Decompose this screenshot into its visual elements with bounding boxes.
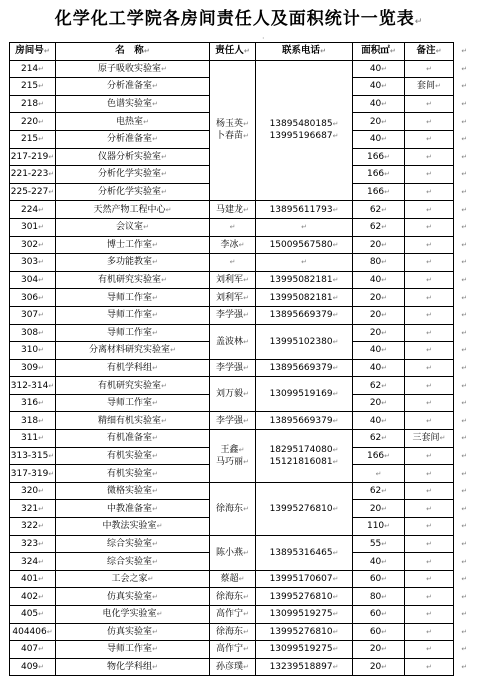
note-cell: 套间↵	[405, 78, 454, 96]
table-row	[10, 623, 475, 641]
area-cell: 62↵	[353, 377, 405, 395]
phone-cell: 13895669379↵	[256, 306, 353, 324]
table-row	[10, 430, 475, 448]
room-name-cell: 精细有机实验室↵	[56, 412, 210, 430]
responsible-person-cell: 蔡超↵	[210, 570, 256, 588]
note-cell: ↵	[405, 658, 454, 676]
phone-cell: 13895611793↵	[256, 201, 353, 219]
table-row	[10, 606, 475, 624]
room-number-cell: 323↵	[10, 535, 56, 553]
row-end-mark: ↵	[454, 641, 475, 659]
room-name-cell: 有机学科组↵	[56, 359, 210, 377]
room-number-cell: 402↵	[10, 588, 56, 606]
header-phone: 联系电话↵	[256, 43, 353, 61]
area-cell: 20↵	[353, 236, 405, 254]
room-name-cell: 综合实验室↵	[56, 553, 210, 571]
room-number-cell: 318↵	[10, 412, 56, 430]
row-end-mark: ↵	[454, 535, 475, 553]
table-row	[10, 289, 475, 307]
room-number-cell: 308↵	[10, 324, 56, 342]
phone-cell: 13099519275↵	[256, 606, 353, 624]
note-cell: ↵	[405, 306, 454, 324]
note-cell: ↵	[405, 394, 454, 412]
responsible-person-cell: 李学强↵	[210, 306, 256, 324]
room-number-cell: 217-219↵	[10, 148, 56, 166]
table-row	[10, 535, 475, 553]
area-cell: 40↵	[353, 271, 405, 289]
room-name-cell: 导师工作室↵	[56, 394, 210, 412]
area-cell: 40↵	[353, 78, 405, 96]
responsible-person-cell: 李学强↵	[210, 412, 256, 430]
room-number-cell: 215↵	[10, 130, 56, 148]
row-end-mark: ↵	[454, 482, 475, 500]
room-name-cell: 分析准备室↵	[56, 78, 210, 96]
room-name-cell: 仿真实验室↵	[56, 588, 210, 606]
row-end-mark: ↵	[454, 394, 475, 412]
room-name-cell: 博士工作室↵	[56, 236, 210, 254]
row-end-mark: ↵	[454, 78, 475, 96]
row-end-mark: ↵	[454, 570, 475, 588]
table-row	[10, 201, 475, 219]
area-cell: 166↵	[353, 148, 405, 166]
room-name-cell: 综合实验室↵	[56, 535, 210, 553]
room-name-cell: 有机实验室↵	[56, 465, 210, 483]
table-row	[10, 271, 475, 289]
row-end-mark: ↵	[454, 289, 475, 307]
room-number-cell: 303↵	[10, 254, 56, 272]
table-row	[10, 658, 475, 676]
room-name-cell: 仪器分析实验室↵	[56, 148, 210, 166]
room-number-cell: 306↵	[10, 289, 56, 307]
room-number-cell: 401↵	[10, 570, 56, 588]
row-end-mark: ↵	[454, 324, 475, 342]
row-end-mark: ↵	[454, 447, 475, 465]
room-name-cell: 分析准备室↵	[56, 130, 210, 148]
row-end-mark: ↵	[454, 183, 475, 201]
note-cell: ↵	[405, 218, 454, 236]
note-cell: ↵	[405, 271, 454, 289]
row-end-mark: ↵	[454, 236, 475, 254]
area-cell: 62↵	[353, 218, 405, 236]
room-number-cell: 214↵	[10, 60, 56, 78]
room-number-cell: 320↵	[10, 482, 56, 500]
room-number-cell: 221-223↵	[10, 166, 56, 184]
phone-cell: 13995276810↵	[256, 482, 353, 535]
room-table	[9, 42, 475, 676]
area-cell: 40↵	[353, 342, 405, 360]
row-end-mark: ↵	[454, 518, 475, 536]
room-name-cell: 电化学实验室↵	[56, 606, 210, 624]
note-cell: ↵	[405, 289, 454, 307]
area-cell: 40↵	[353, 60, 405, 78]
table-row	[10, 588, 475, 606]
room-name-cell: 导师工作室↵	[56, 641, 210, 659]
row-end-mark: ↵	[454, 130, 475, 148]
responsible-person-cell: 杨玉英↵ 卜春苗↵	[210, 60, 256, 201]
area-cell: 40↵	[353, 359, 405, 377]
row-end-mark: ↵	[454, 412, 475, 430]
phone-cell: ↵	[256, 218, 353, 236]
phone-cell: 13995082181↵	[256, 289, 353, 307]
row-end-mark: ↵	[454, 218, 475, 236]
room-number-cell: 225-227↵	[10, 183, 56, 201]
note-cell: ↵	[405, 588, 454, 606]
room-name-cell: 导师工作室↵	[56, 289, 210, 307]
note-cell: ↵	[405, 623, 454, 641]
table-row	[10, 60, 475, 78]
responsible-person-cell: 孙彦璞↵	[210, 658, 256, 676]
responsible-person-cell: 高作宁↵	[210, 606, 256, 624]
note-cell: ↵	[405, 60, 454, 78]
responsible-person-cell: 盖波林↵	[210, 324, 256, 359]
table-header-row	[10, 43, 475, 61]
area-cell: 110↵	[353, 518, 405, 536]
area-cell: 166↵	[353, 183, 405, 201]
area-cell: ↵	[353, 465, 405, 483]
page-title: 化学化工学院各房间责任人及面积统计一览表↵	[54, 9, 424, 29]
table-row	[10, 482, 475, 500]
row-end-mark: ↵	[454, 500, 475, 518]
row-end-mark: ↵	[454, 342, 475, 360]
responsible-person-cell: 李冰↵	[210, 236, 256, 254]
area-cell: 80↵	[353, 588, 405, 606]
room-name-cell: 仿真实验室↵	[56, 623, 210, 641]
table-row	[10, 359, 475, 377]
table-row	[10, 641, 475, 659]
phone-cell: 13895480185↵ 13995196687↵	[256, 60, 353, 201]
note-cell: ↵	[405, 130, 454, 148]
area-cell: 20↵	[353, 500, 405, 518]
note-cell: 三套间↵	[405, 430, 454, 448]
room-number-cell: 404406↵	[10, 623, 56, 641]
room-number-cell: 218↵	[10, 95, 56, 113]
row-end-mark: ↵	[454, 113, 475, 131]
row-end-mark: ↵	[454, 623, 475, 641]
room-name-cell: 多功能教室↵	[56, 254, 210, 272]
area-cell: 62↵	[353, 482, 405, 500]
responsible-person-cell: 刘利军↵	[210, 289, 256, 307]
note-cell: ↵	[405, 166, 454, 184]
area-cell: 40↵	[353, 130, 405, 148]
table-row	[10, 218, 475, 236]
table-row	[10, 254, 475, 272]
room-name-cell: 分离材料研究实验室↵	[56, 342, 210, 360]
table-row	[10, 306, 475, 324]
note-cell: ↵	[405, 500, 454, 518]
phone-cell: 13995102380↵	[256, 324, 353, 359]
area-cell: 40↵	[353, 412, 405, 430]
room-name-cell: 工会之家↵	[56, 570, 210, 588]
area-cell: 20↵	[353, 324, 405, 342]
row-end-mark: ↵	[454, 95, 475, 113]
room-name-cell: 天然产物工程中心↵	[56, 201, 210, 219]
row-end-mark: ↵	[454, 359, 475, 377]
room-number-cell: 307↵	[10, 306, 56, 324]
phone-cell: 13995276810↵	[256, 588, 353, 606]
table-row	[10, 570, 475, 588]
area-cell: 62↵	[353, 201, 405, 219]
phone-cell: ↵	[256, 254, 353, 272]
note-cell: ↵	[405, 447, 454, 465]
area-cell: 20↵	[353, 394, 405, 412]
room-number-cell: 215↵	[10, 78, 56, 96]
room-number-cell: 407↵	[10, 641, 56, 659]
room-number-cell: 405↵	[10, 606, 56, 624]
room-number-cell: 224↵	[10, 201, 56, 219]
note-cell: ↵	[405, 201, 454, 219]
phone-cell: 13995276810↵	[256, 623, 353, 641]
responsible-person-cell: 徐海东↵	[210, 623, 256, 641]
room-number-cell: 309↵	[10, 359, 56, 377]
responsible-person-cell: 李学强↵	[210, 359, 256, 377]
table-row	[10, 377, 475, 395]
room-name-cell: 分析化学实验室↵	[56, 166, 210, 184]
room-number-cell: 220↵	[10, 113, 56, 131]
room-name-cell: 原子吸收实验室↵	[56, 60, 210, 78]
room-name-cell: 物化学科组↵	[56, 658, 210, 676]
room-number-cell: 317-319↵	[10, 465, 56, 483]
note-cell: ↵	[405, 324, 454, 342]
row-end-mark: ↵	[454, 588, 475, 606]
room-name-cell: 导师工作室↵	[56, 306, 210, 324]
phone-cell: 13995170607↵	[256, 570, 353, 588]
responsible-person-cell: 徐海东↵	[210, 588, 256, 606]
row-end-mark: ↵	[454, 166, 475, 184]
row-end-mark: ↵	[454, 43, 475, 61]
phone-cell: 15009567580↵	[256, 236, 353, 254]
area-cell: 20↵	[353, 658, 405, 676]
table-row	[10, 236, 475, 254]
responsible-person-cell: 马建龙↵	[210, 201, 256, 219]
area-cell: 20↵	[353, 641, 405, 659]
room-number-cell: 321↵	[10, 500, 56, 518]
responsible-person-cell: ↵	[210, 218, 256, 236]
header-name: 名 称↵	[56, 43, 210, 61]
note-cell: ↵	[405, 183, 454, 201]
row-end-mark: ↵	[454, 306, 475, 324]
room-number-cell: 324↵	[10, 553, 56, 571]
area-cell: 20↵	[353, 113, 405, 131]
area-cell: 60↵	[353, 606, 405, 624]
phone-cell: 13239518897↵	[256, 658, 353, 676]
room-name-cell: 导师工作室↵	[56, 324, 210, 342]
row-end-mark: ↵	[454, 254, 475, 272]
note-cell: ↵	[405, 377, 454, 395]
note-cell: ↵	[405, 95, 454, 113]
responsible-person-cell: 徐海东↵	[210, 482, 256, 535]
responsible-person-cell: 高作宁↵	[210, 641, 256, 659]
row-end-mark: ↵	[454, 606, 475, 624]
room-name-cell: 有机研究实验室↵	[56, 271, 210, 289]
note-cell: ↵	[405, 465, 454, 483]
room-number-cell: 310↵	[10, 342, 56, 360]
room-name-cell: 会议室↵	[56, 218, 210, 236]
header-person: 责任人↵	[210, 43, 256, 61]
phone-cell: 18295174080↵ 15121816081↵	[256, 430, 353, 483]
note-cell: ↵	[405, 359, 454, 377]
area-cell: 55↵	[353, 535, 405, 553]
room-name-cell: 中教法实验室↵	[56, 518, 210, 536]
room-name-cell: 色谱实验室↵	[56, 95, 210, 113]
row-end-mark: ↵	[454, 148, 475, 166]
room-number-cell: 313-315↵	[10, 447, 56, 465]
room-number-cell: 304↵	[10, 271, 56, 289]
note-cell: ↵	[405, 641, 454, 659]
area-cell: 80↵	[353, 254, 405, 272]
responsible-person-cell: 王鑫↵ 马巧丽↵	[210, 430, 256, 483]
area-cell: 60↵	[353, 623, 405, 641]
note-cell: ↵	[405, 342, 454, 360]
room-number-cell: 316↵	[10, 394, 56, 412]
responsible-person-cell: 刘利军↵	[210, 271, 256, 289]
responsible-person-cell: ↵	[210, 254, 256, 272]
table-row	[10, 412, 475, 430]
area-cell: 166↵	[353, 166, 405, 184]
header-note: 备注↵	[405, 43, 454, 61]
note-cell: ↵	[405, 553, 454, 571]
room-number-cell: 322↵	[10, 518, 56, 536]
room-number-cell: 311↵	[10, 430, 56, 448]
row-end-mark: ↵	[454, 430, 475, 448]
row-end-mark: ↵	[454, 201, 475, 219]
table-row	[10, 324, 475, 342]
responsible-person-cell: 刘万毅↵	[210, 377, 256, 412]
room-number-cell: 302↵	[10, 236, 56, 254]
note-cell: ↵	[405, 236, 454, 254]
room-name-cell: 微格实验室↵	[56, 482, 210, 500]
phone-cell: 13099519275↵	[256, 641, 353, 659]
area-cell: 40↵	[353, 95, 405, 113]
row-end-mark: ↵	[454, 377, 475, 395]
area-cell: 60↵	[353, 570, 405, 588]
row-end-mark: ↵	[454, 658, 475, 676]
note-cell: ↵	[405, 518, 454, 536]
phone-cell: 13995082181↵	[256, 271, 353, 289]
room-number-cell: 301↵	[10, 218, 56, 236]
top-dot: ·	[262, 34, 265, 43]
area-cell: 40↵	[353, 553, 405, 571]
room-number-cell: 409↵	[10, 658, 56, 676]
row-end-mark: ↵	[454, 465, 475, 483]
area-cell: 166↵	[353, 447, 405, 465]
note-cell: ↵	[405, 113, 454, 131]
room-name-cell: 有机研究实验室↵	[56, 377, 210, 395]
area-cell: 20↵	[353, 306, 405, 324]
row-end-mark: ↵	[454, 553, 475, 571]
note-cell: ↵	[405, 148, 454, 166]
phone-cell: 13895669379↵	[256, 359, 353, 377]
area-cell: 20↵	[353, 289, 405, 307]
room-name-cell: 电热室↵	[56, 113, 210, 131]
room-name-cell: 分析化学实验室↵	[56, 183, 210, 201]
phone-cell: 13099519169↵	[256, 377, 353, 412]
room-name-cell: 有机准备室↵	[56, 430, 210, 448]
room-name-cell: 中教准备室↵	[56, 500, 210, 518]
phone-cell: 13895316465↵	[256, 535, 353, 570]
note-cell: ↵	[405, 606, 454, 624]
header-room: 房间号↵	[10, 43, 56, 61]
area-cell: 62↵	[353, 430, 405, 448]
note-cell: ↵	[405, 570, 454, 588]
header-area: 面积㎡↵	[353, 43, 405, 61]
room-name-cell: 有机实验室↵	[56, 447, 210, 465]
note-cell: ↵	[405, 254, 454, 272]
row-end-mark: ↵	[454, 271, 475, 289]
responsible-person-cell: 陈小燕↵	[210, 535, 256, 570]
room-number-cell: 312-314↵	[10, 377, 56, 395]
phone-cell: 13895669379↵	[256, 412, 353, 430]
note-cell: ↵	[405, 482, 454, 500]
row-end-mark: ↵	[454, 60, 475, 78]
note-cell: ↵	[405, 535, 454, 553]
note-cell: ↵	[405, 412, 454, 430]
